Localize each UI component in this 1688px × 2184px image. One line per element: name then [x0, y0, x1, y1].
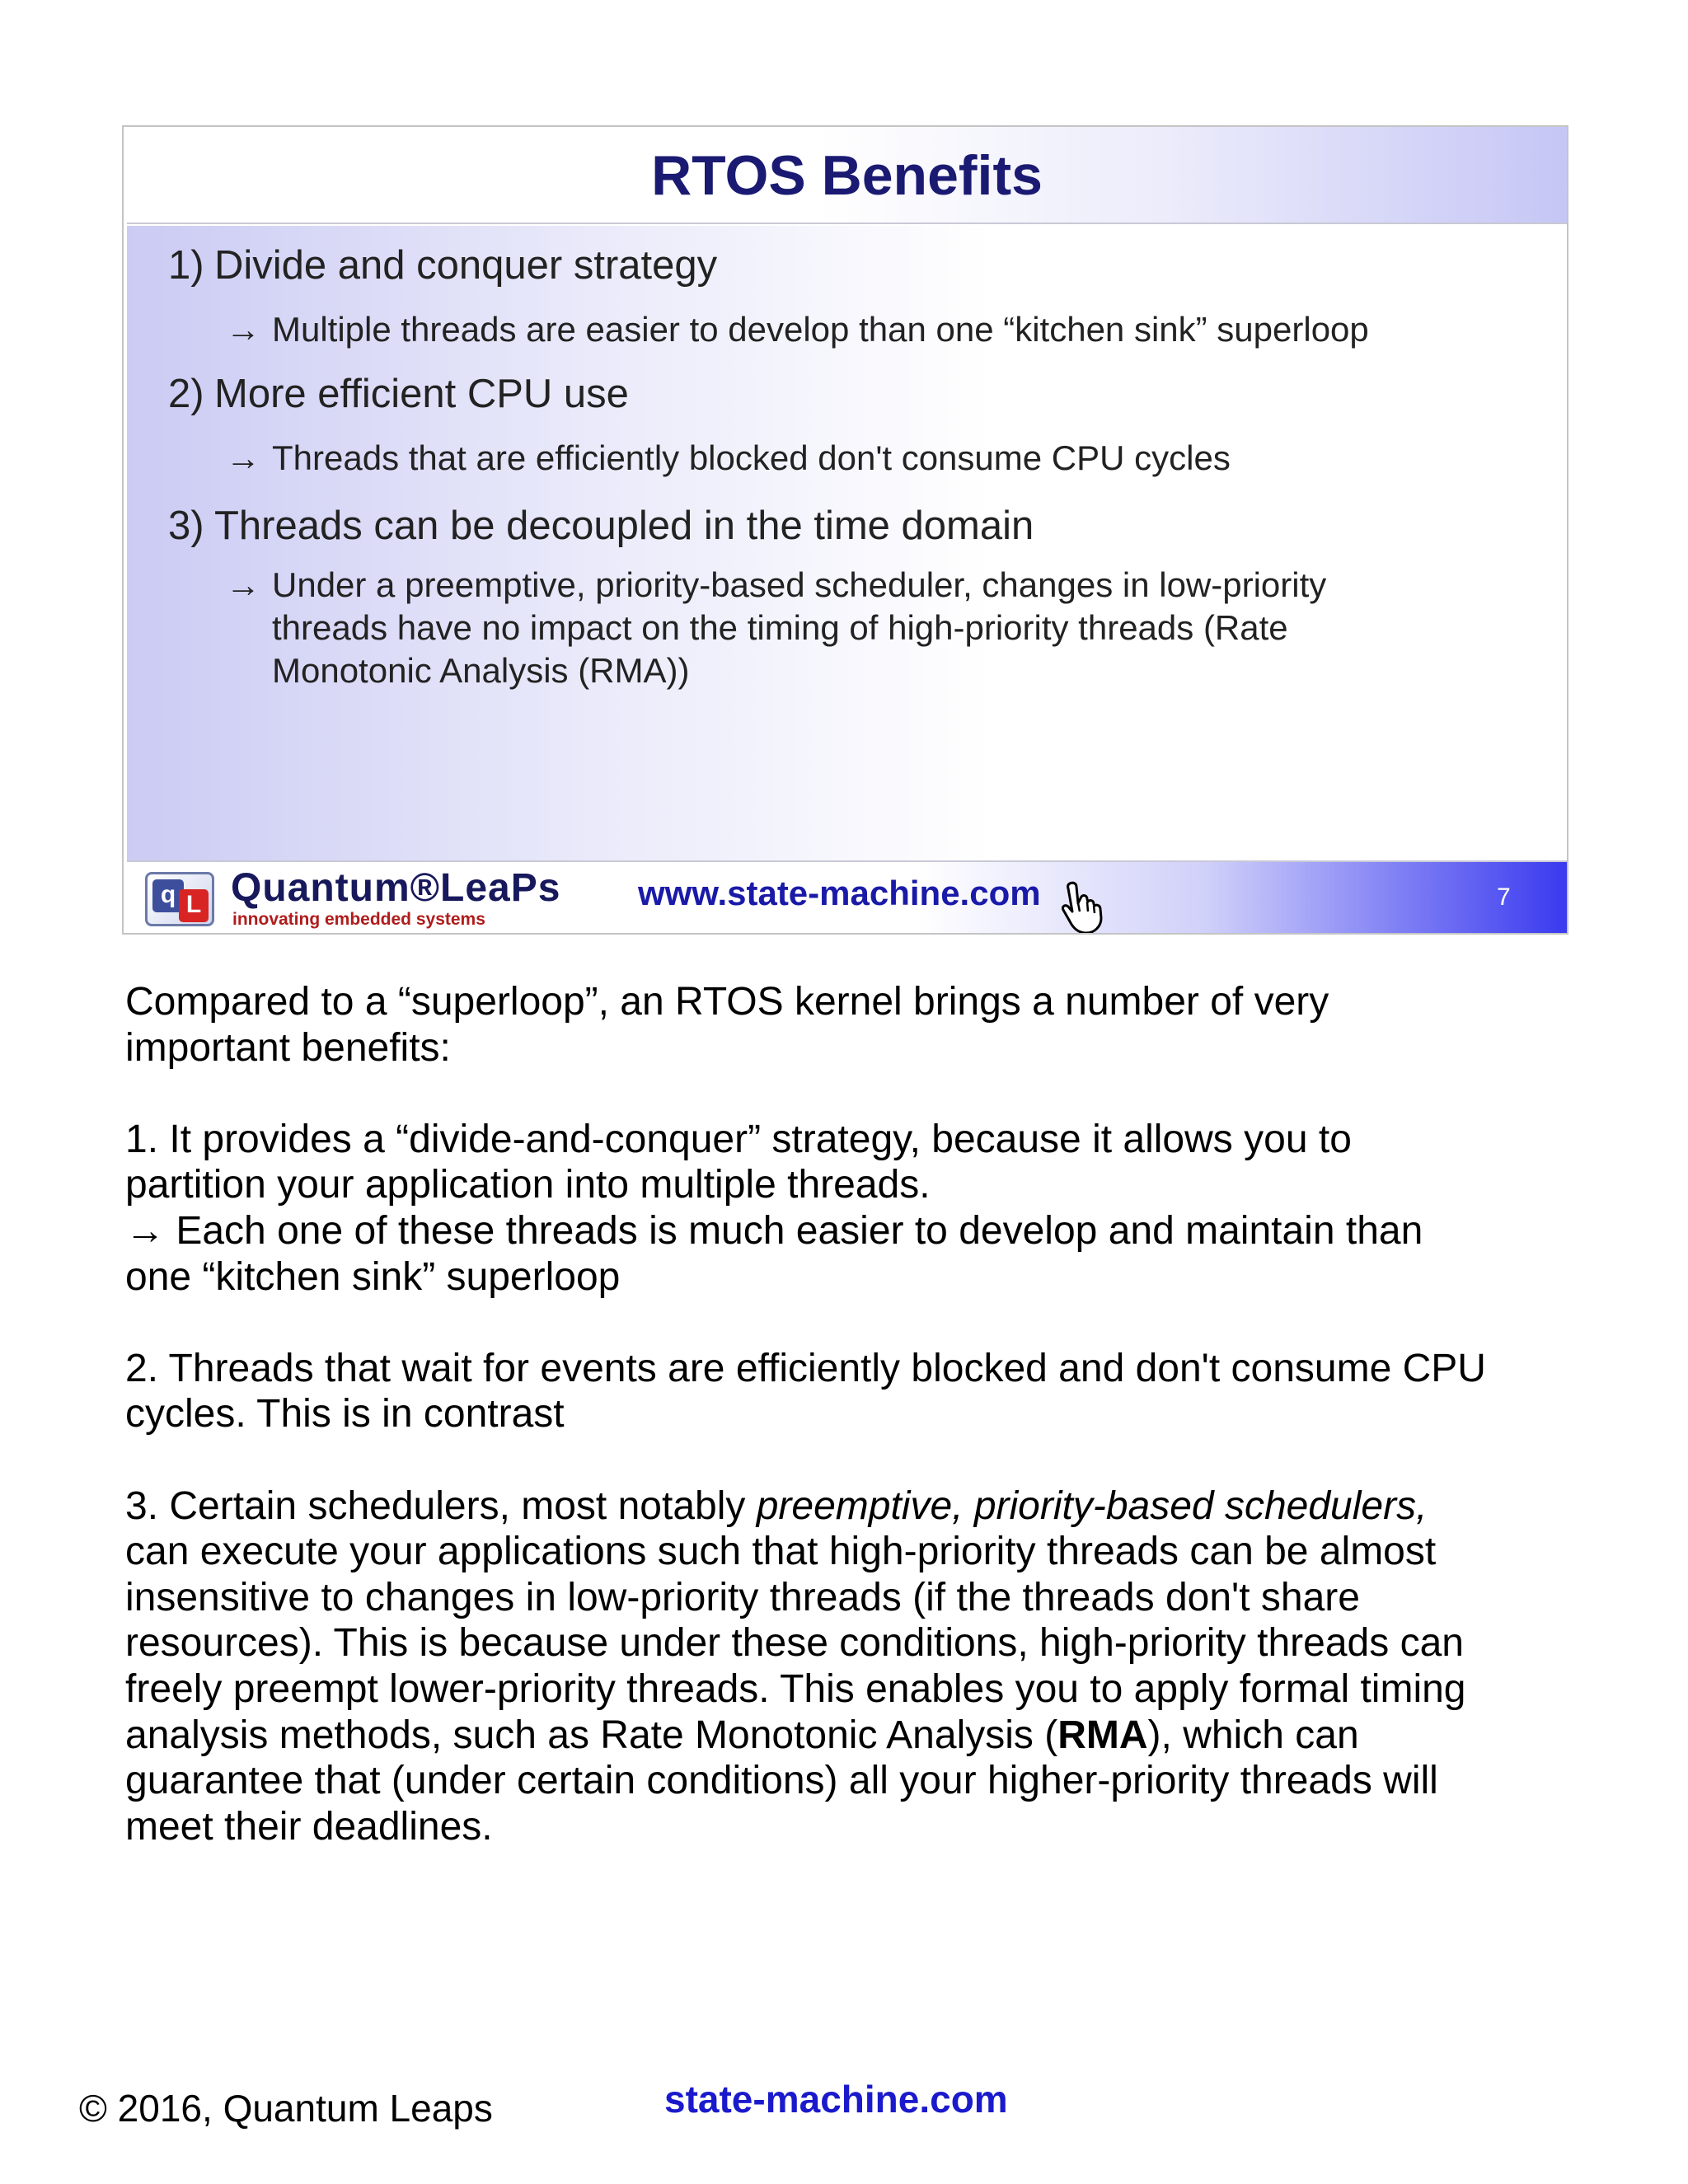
hand-pointer-icon [1058, 879, 1116, 935]
subpoint-line: threads have no impact on the timing of high-priority threads (Rate [272, 608, 1288, 647]
slide-header [127, 127, 1567, 224]
subpoint-line: Under a preemptive, priority-based scheduler, changes in low-priority [272, 565, 1327, 604]
italic-phrase: preemptive, priority-based schedulers, [756, 1483, 1428, 1528]
point-number: 3) [168, 504, 204, 548]
notes-text [125, 979, 1576, 1849]
point-heading: Divide and conquer strategy [214, 243, 718, 288]
point-number: 1) [168, 243, 204, 288]
notes-item-3: 3. Certain schedulers, most notably preemptive, priority-based schedulers, can execute your applications such that high-priority threads can be almost insensitive to changes in low-priority threads (if the threads don't share resources). This is because under these conditions, high-priority threads can freely preempt lower-priority threads. This enables you to apply formal timing analysis methods, such as Rate Monotonic Analysis (RMA), which can guarantee that (under certain conditions) all your higher-priority threads will meet their deadlines. [125, 1483, 1466, 1849]
page-footer-url[interactable]: state-machine.com [664, 2078, 1008, 2121]
arrow-icon: → [226, 438, 260, 477]
slide-point-2 [168, 371, 629, 417]
subpoint-line: Multiple threads are easier to develop than one “kitchen sink” superloop [272, 310, 1369, 349]
quantum-leaps-logo-icon [145, 872, 214, 926]
slide-footer-url[interactable]: www.state-machine.com [638, 874, 1041, 912]
slide-footer [127, 860, 1567, 935]
notes-intro: Compared to a “superloop”, an RTOS kernel brings a number of very important benefits: [125, 980, 1329, 1070]
point-number: 2) [168, 372, 204, 416]
brand-name: Quantum®LeaPs [231, 866, 561, 910]
subpoint-line: Threads that are efficiently blocked don't consume CPU cycles [272, 438, 1231, 477]
slide-title: RTOS Benefits [651, 144, 1043, 207]
slide-page-number: 7 [1497, 883, 1511, 911]
point-heading: Threads can be decoupled in the time domain [214, 504, 1034, 548]
arrow-icon: → [226, 310, 260, 349]
logo-letter: L [179, 889, 209, 922]
brand-tagline: innovating embedded systems [232, 910, 485, 929]
slide-image [122, 125, 1568, 935]
point-heading: More efficient CPU use [214, 372, 629, 416]
slide-subpoint-1 [226, 308, 1492, 351]
notes-item-1: 1. It provides a “divide-and-conquer” strategy, because it allows you to partition your application into multiple threads. → Each one of these threads is much easier to develop and maintain than one “kitchen sink” superloop [125, 1117, 1423, 1299]
logo-letter: q [152, 879, 184, 912]
slide-subpoint-3 [226, 564, 1492, 692]
slide-point-1 [168, 242, 717, 288]
copyright-text: © 2016, Quantum Leaps [79, 2087, 493, 2130]
slide-body [127, 226, 1567, 860]
slide-subpoint-2 [226, 437, 1492, 480]
slide-point-3 [168, 503, 1034, 549]
bold-rma: RMA [1057, 1713, 1148, 1757]
arrow-icon: → [226, 565, 260, 604]
subpoint-line: Monotonic Analysis (RMA)) [272, 651, 690, 690]
notes-item-2: 2. Threads that wait for events are efficiently blocked and don't consume CPU cycles. This is in contrast [125, 1346, 1486, 1436]
